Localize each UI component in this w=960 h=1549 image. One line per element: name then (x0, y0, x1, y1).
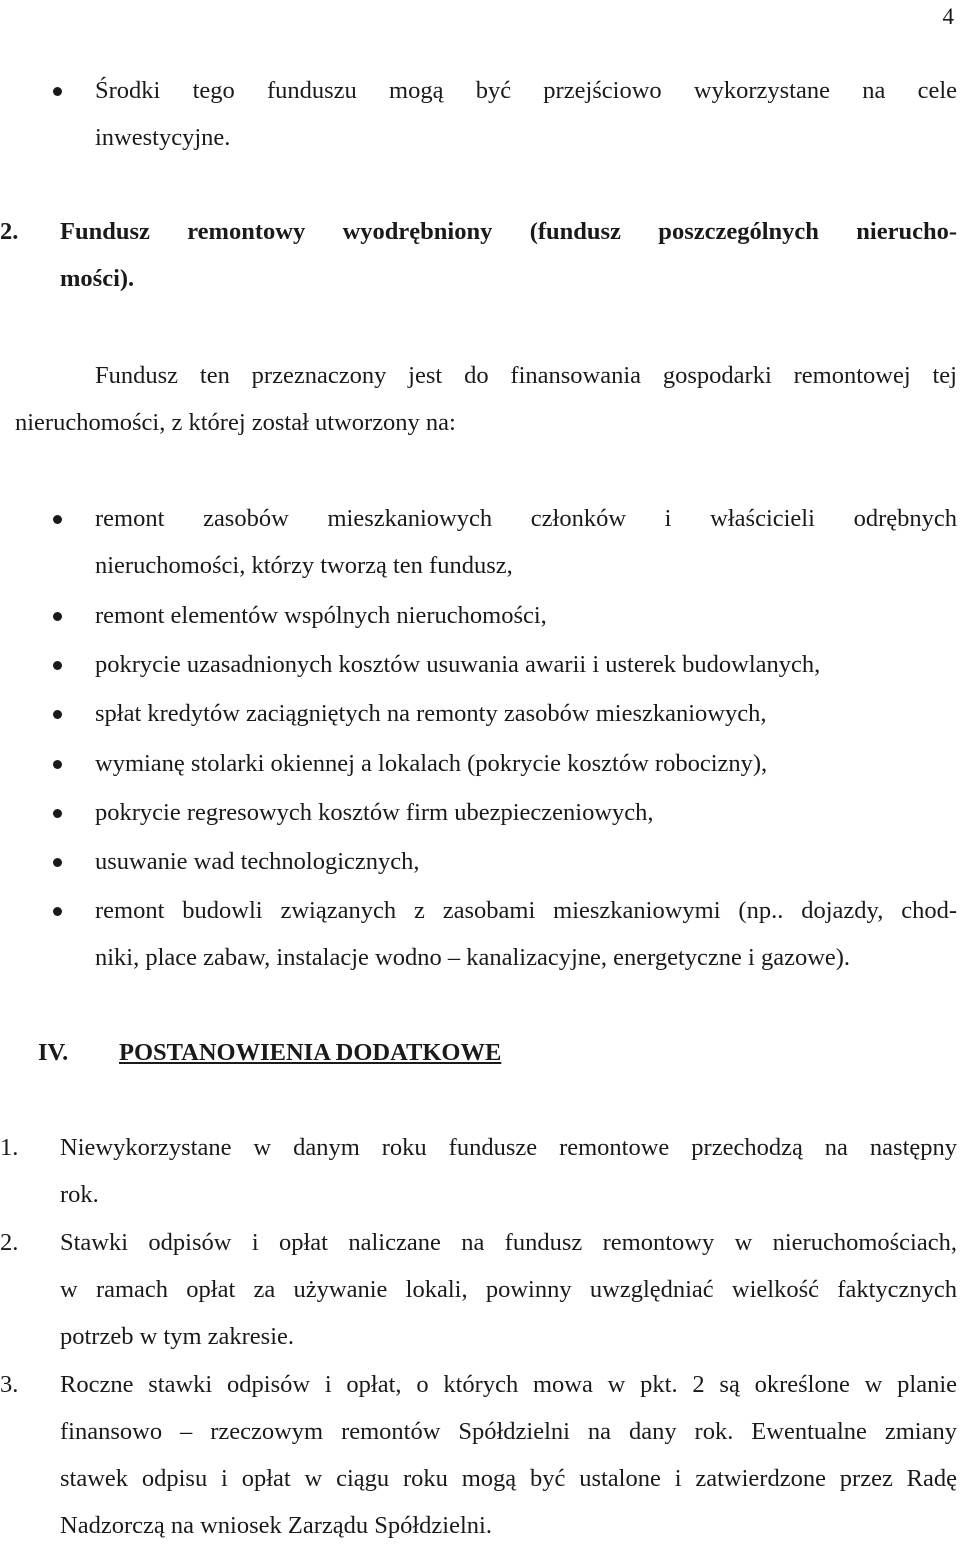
bullet-dot-icon (53, 515, 62, 524)
bullet-dot-icon (53, 809, 62, 818)
list-item-line: pokrycie regresowych kosztów firm ubezpieczeniowych, (95, 799, 654, 826)
bullet-dot-icon (53, 661, 62, 670)
section-heading-line: Fundusz remontowy wyodrębniony (fundusz poszczególnych nierucho- (60, 218, 957, 245)
bullet-dot-icon (53, 907, 62, 916)
list-item-line: usuwanie wad technologicznych, (95, 848, 420, 875)
provision-line: w ramach opłat za używanie lokali, powinny uwzględniać wielkość faktycznych (60, 1276, 957, 1303)
section-heading-line: mości). (60, 265, 135, 292)
provision-line: finansowo – rzeczowym remontów Spółdzielni na dany rok. Ewentualne zmiany (60, 1418, 957, 1445)
provision-line: potrzeb w tym zakresie. (60, 1323, 295, 1350)
paragraph-line: Fundusz ten przeznaczony jest do finansowania gospodarki remontowej tej (95, 362, 957, 389)
list-item-line: pokrycie uzasadnionych kosztów usuwania awarii i usterek budowlanych, (95, 651, 821, 678)
paragraph-line: nieruchomości, z której został utworzony na: (15, 409, 456, 436)
provision-number: 1. (0, 1134, 19, 1161)
provision-number: 3. (0, 1371, 19, 1398)
list-item-line: remont elementów wspólnych nieruchomości, (95, 602, 547, 629)
list-item-line: remont zasobów mieszkaniowych członków i właścicieli odrębnych (95, 505, 957, 532)
provision-line: stawek odpisu i opłat w ciągu roku mogą być ustalone i zatwierdzone przez Radę (60, 1465, 957, 1492)
provision-line: Roczne stawki odpisów i opłat, o których mowa w pkt. 2 są określone w planie (60, 1371, 957, 1398)
list-item-line: nieruchomości, którzy tworzą ten fundusz, (95, 552, 513, 579)
bullet-dot-icon (53, 87, 62, 96)
provision-line: Niewykorzystane w danym roku fundusze remontowe przechodzą na następny (60, 1134, 957, 1161)
provision-line: Stawki odpisów i opłat naliczane na fundusz remontowy w nieruchomościach, (60, 1229, 957, 1256)
bullet-line: inwestycyjne. (95, 124, 231, 151)
provision-number: 2. (0, 1229, 19, 1256)
section-number: 2. (0, 218, 19, 245)
bullet-dot-icon (53, 760, 62, 769)
chapter-title: POSTANOWIENIA DODATKOWE (119, 1039, 502, 1066)
list-item-line: wymianę stolarki okiennej a lokalach (pokrycie kosztów robocizny), (95, 750, 768, 777)
bullet-dot-icon (53, 858, 62, 867)
list-item-line: remont budowli związanych z zasobami mieszkaniowymi (np.. dojazdy, chod- (95, 897, 957, 924)
list-item-line: niki, place zabaw, instalacje wodno – kanalizacyjne, energetyczne i gazowe). (95, 944, 851, 971)
bullet-dot-icon (53, 710, 62, 719)
bullet-line: Środki tego funduszu mogą być przejściowo wykorzystane na cele (95, 77, 957, 104)
chapter-number: IV. (38, 1039, 69, 1066)
provision-line: Nadzorczą na wniosek Zarządu Spółdzielni. (60, 1512, 492, 1539)
list-item-line: spłat kredytów zaciągniętych na remonty zasobów mieszkaniowych, (95, 700, 767, 727)
page-number: 4 (942, 4, 954, 29)
bullet-dot-icon (53, 612, 62, 621)
provision-line: rok. (60, 1181, 99, 1208)
